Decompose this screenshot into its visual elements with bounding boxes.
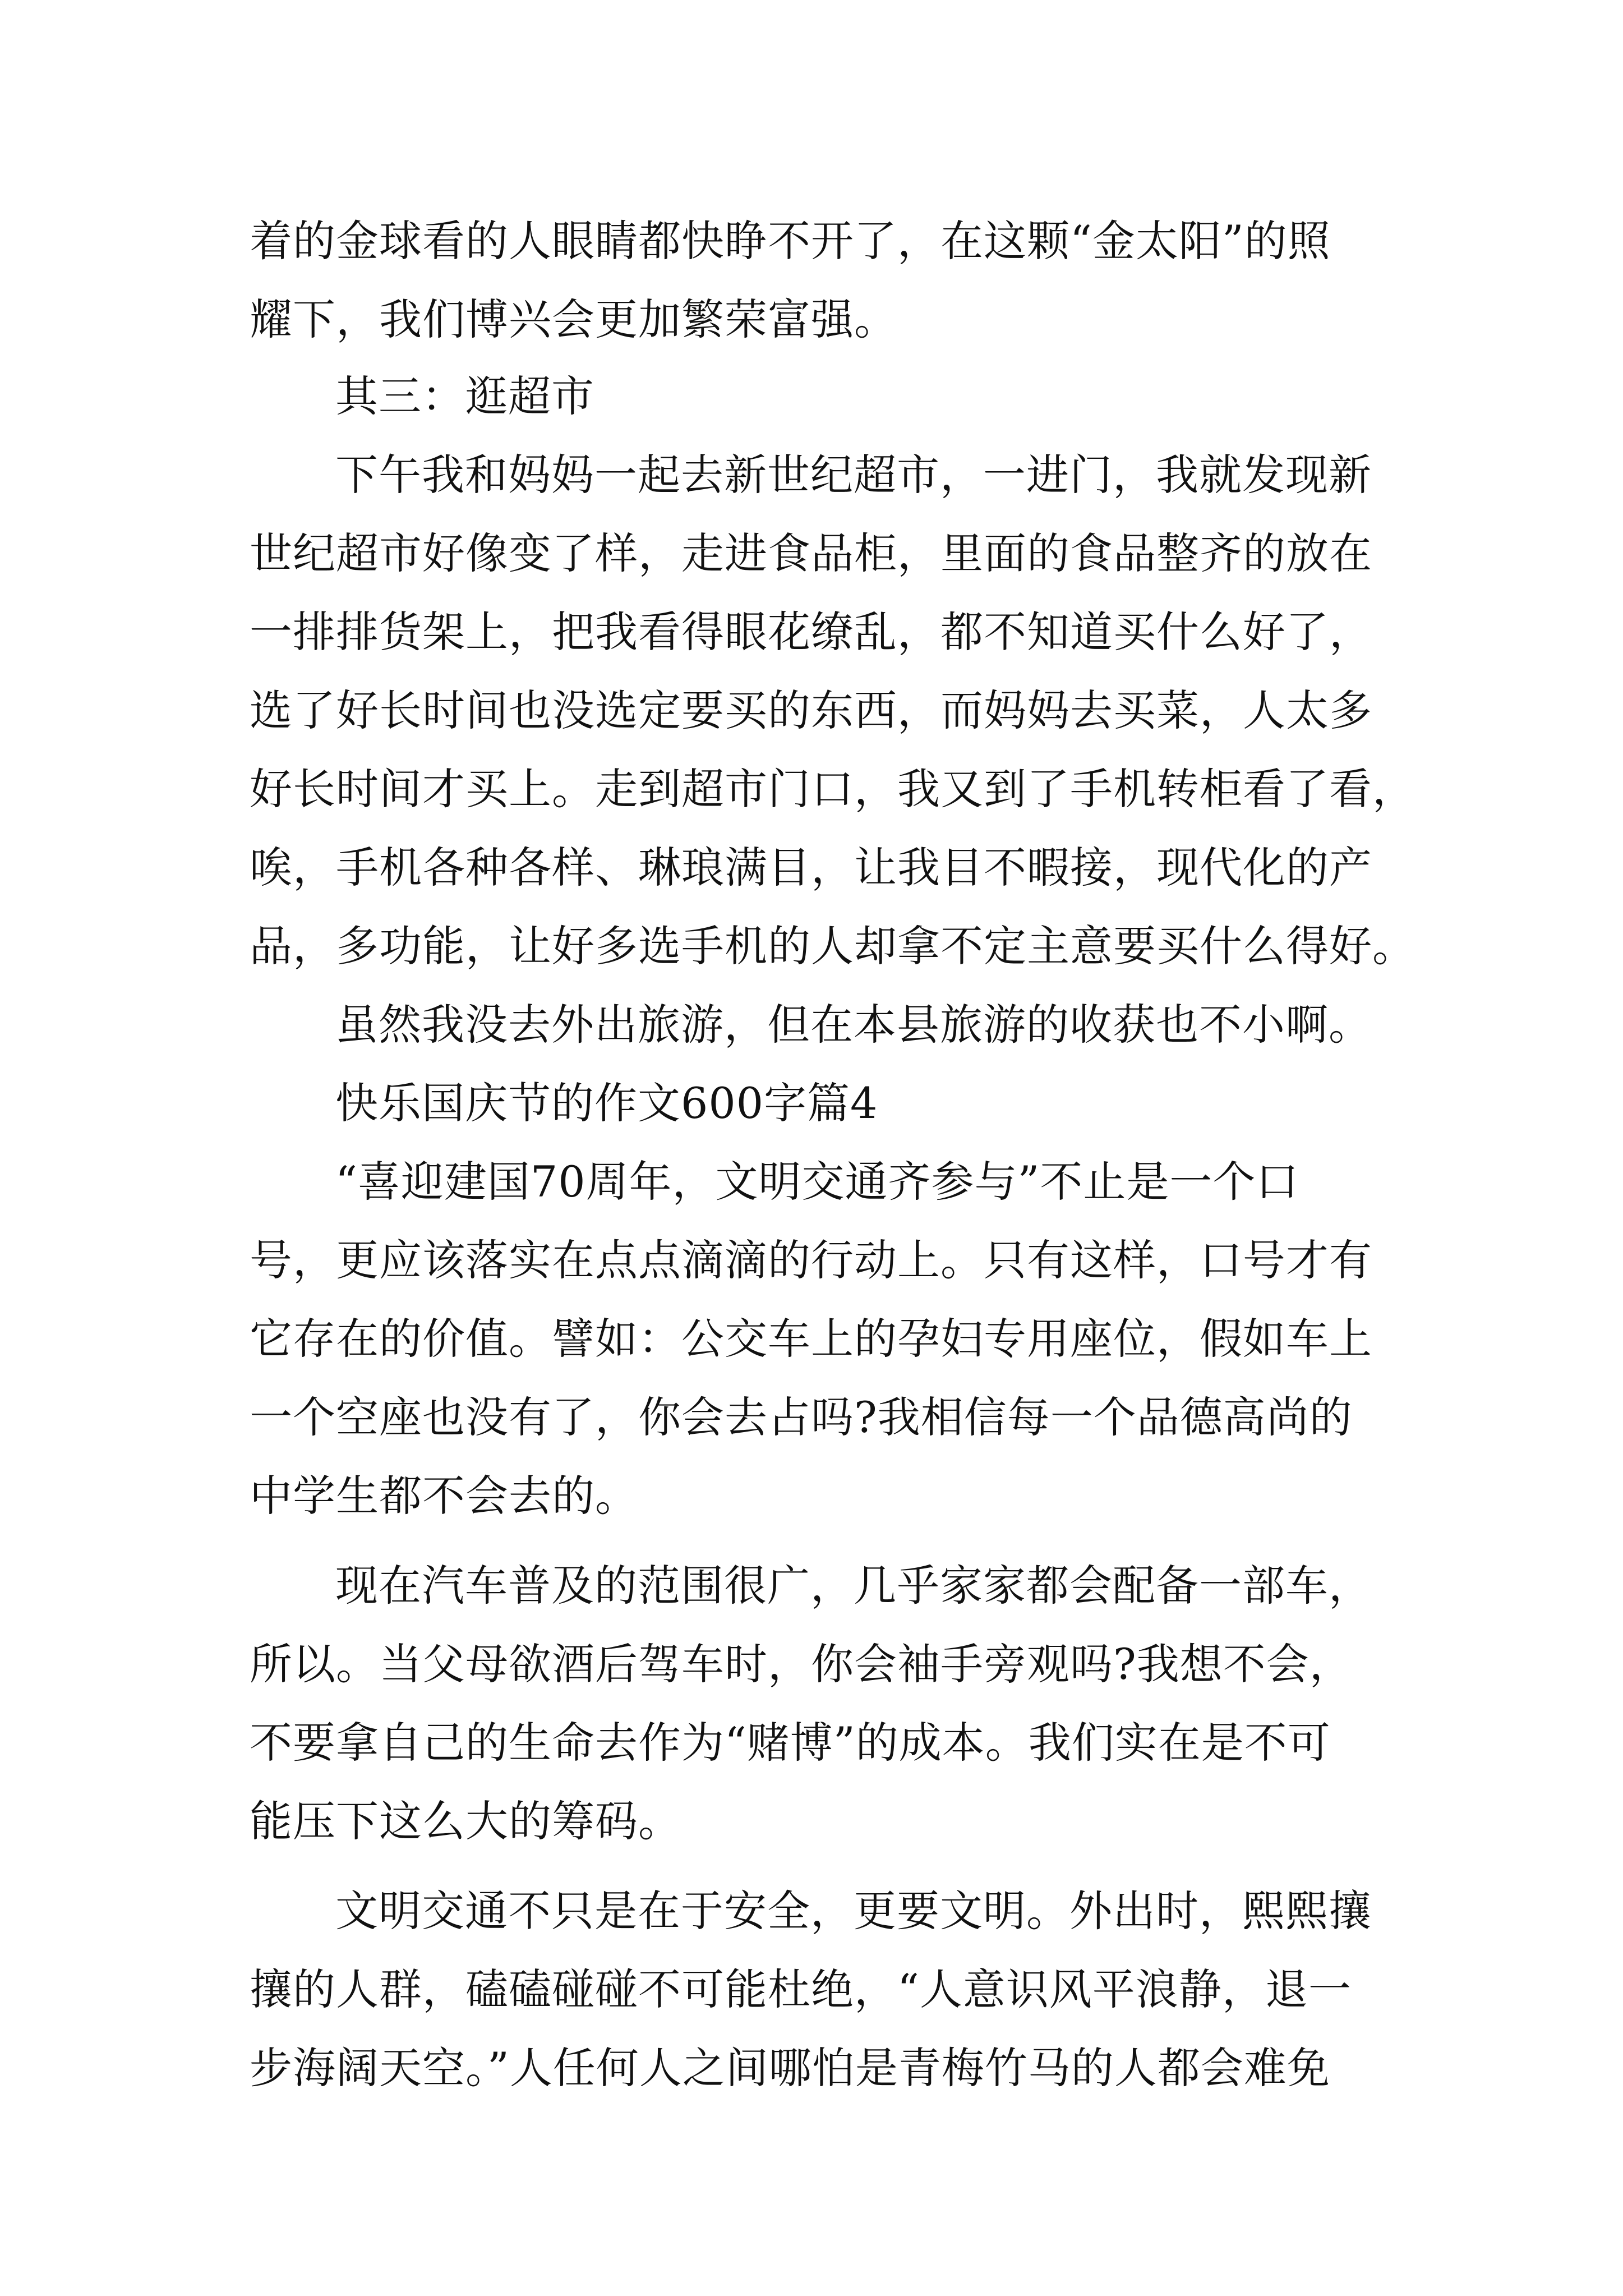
text-line: 它存在的价值。譬如：公交车上的孕妇专用座位，假如车上 bbox=[250, 1314, 1372, 1364]
text-line: 所以。当父母欲酒后驾车时，你会袖手旁观吗?我想不会， bbox=[250, 1639, 1353, 1689]
section-heading: 快乐国庆节的作文600字篇4 bbox=[335, 1078, 878, 1128]
text-line: 好长时间才买上。走到超市门口，我又到了手机转柜看了看， bbox=[250, 764, 1415, 814]
text-line: 一个空座也没有了，你会去占吗?我相信每一个品德高尚的 bbox=[250, 1392, 1353, 1442]
text-line: 唉，手机各种各样、琳琅满目，让我目不暇接，现代化的产 bbox=[250, 843, 1372, 892]
text-line: 选了好长时间也没选定要买的东西，而妈妈去买菜，人太多 bbox=[250, 685, 1372, 735]
text-line: 中学生都不会去的。 bbox=[250, 1471, 638, 1521]
text-line: 一排排货架上，把我看得眼花缭乱，都不知道买什么好了， bbox=[250, 607, 1372, 657]
text-line: 虽然我没去外出旅游，但在本县旅游的收获也不小啊。 bbox=[335, 1000, 1372, 1050]
text-line: 能压下这么大的筹码。 bbox=[250, 1796, 681, 1846]
text-line: “喜迎建国70周年，文明交通齐参与”不止是一个口 bbox=[335, 1157, 1299, 1207]
text-line: 下午我和妈妈一起去新世纪超市，一进门，我就发现新 bbox=[335, 450, 1372, 500]
text-line: 现在汽车普及的范围很广，几乎家家都会配备一部车， bbox=[335, 1561, 1372, 1611]
text-line: 步海阔天空。”人任何人之间哪怕是青梅竹马的人都会难免 bbox=[250, 2043, 1330, 2093]
text-line: 攘的人群，磕磕碰碰不可能杜绝，“人意识风平浪静，退一 bbox=[250, 1964, 1352, 2014]
text-line: 不要拿自己的生命去作为“赌博”的成本。我们实在是不可 bbox=[250, 1718, 1331, 1768]
text-line: 文明交通不只是在于安全，更要文明。外出时，熙熙攘 bbox=[335, 1886, 1372, 1936]
text-line: 着的金球看的人眼睛都快睁不开了，在这颗“金太阳”的照 bbox=[250, 216, 1331, 266]
text-line: 世纪超市好像变了样，走进食品柜，里面的食品整齐的放在 bbox=[250, 528, 1372, 578]
text-line: 号，更应该落实在点点滴滴的行动上。只有这样，口号才有 bbox=[250, 1235, 1372, 1285]
text-line: 品，多功能，让好多选手机的人却拿不定主意要买什么得好。 bbox=[250, 921, 1415, 971]
section-heading: 其三：逛超市 bbox=[335, 371, 594, 421]
text-line: 耀下，我们博兴会更加繁荣富强。 bbox=[250, 295, 897, 344]
